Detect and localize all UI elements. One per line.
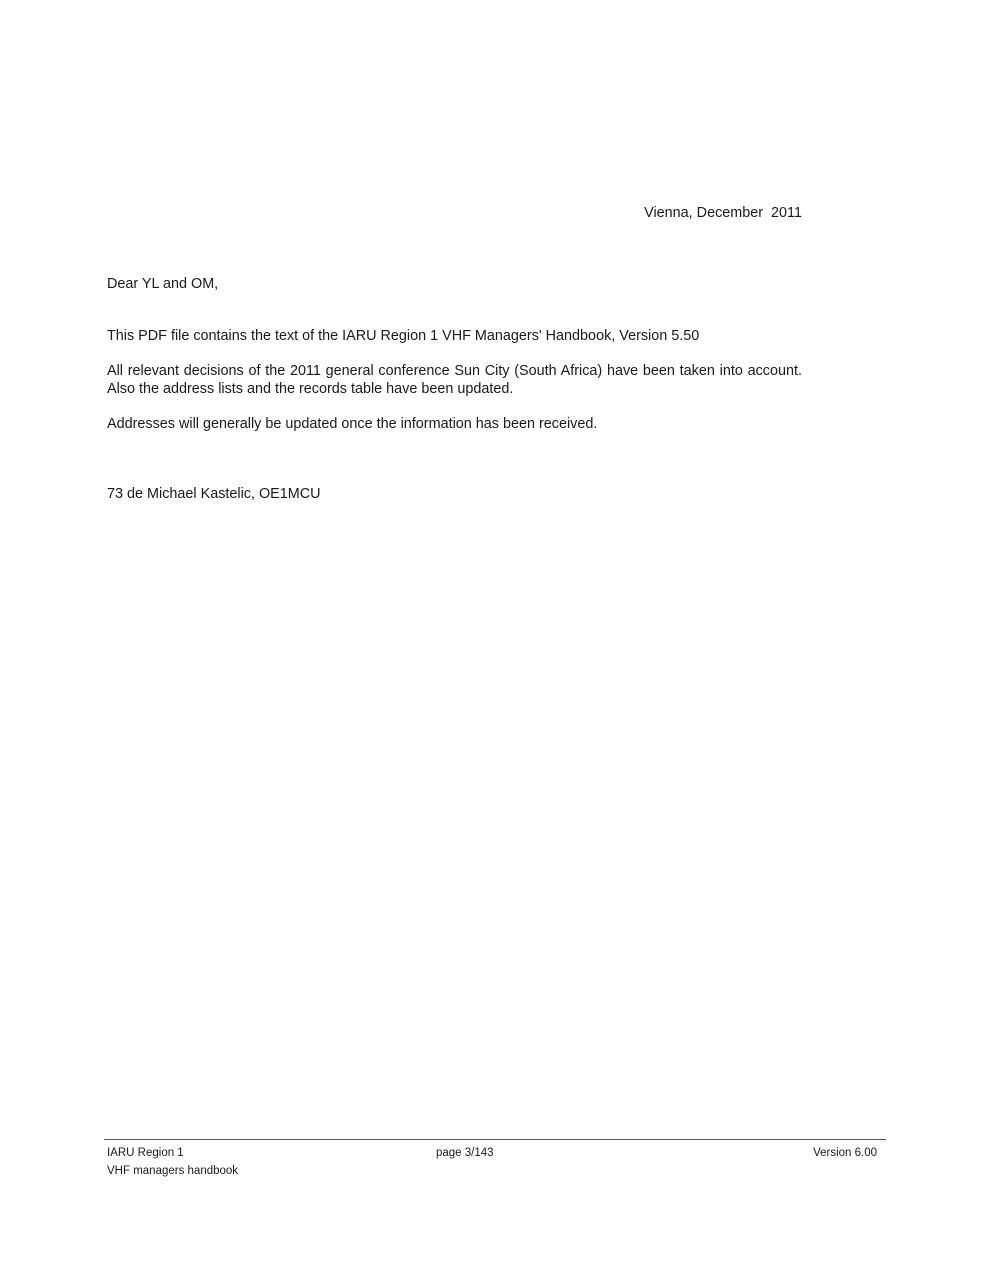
salutation: Dear YL and OM,	[107, 276, 219, 292]
dateline: Vienna, December 2011	[644, 205, 802, 221]
footer-version: Version 6.00	[813, 1147, 877, 1159]
closing-signature: 73 de Michael Kastelic, OE1MCU	[107, 486, 321, 502]
paragraph-addresses: Addresses will generally be updated once the information has been received.	[107, 416, 598, 432]
footer-page-number: page 3/143	[436, 1147, 494, 1159]
footer-organization: IARU Region 1	[107, 1147, 184, 1159]
paragraph-decisions: All relevant decisions of the 2011 general conference Sun City (South Africa) have been taken into account. Also the address lists and the records table have been updated.	[107, 363, 802, 397]
footer-document-title: VHF managers handbook	[107, 1165, 239, 1177]
paragraph-intro: This PDF file contains the text of the IARU Region 1 VHF Managers' Handbook, Version 5.50	[107, 328, 700, 344]
footer-divider	[104, 1139, 886, 1140]
